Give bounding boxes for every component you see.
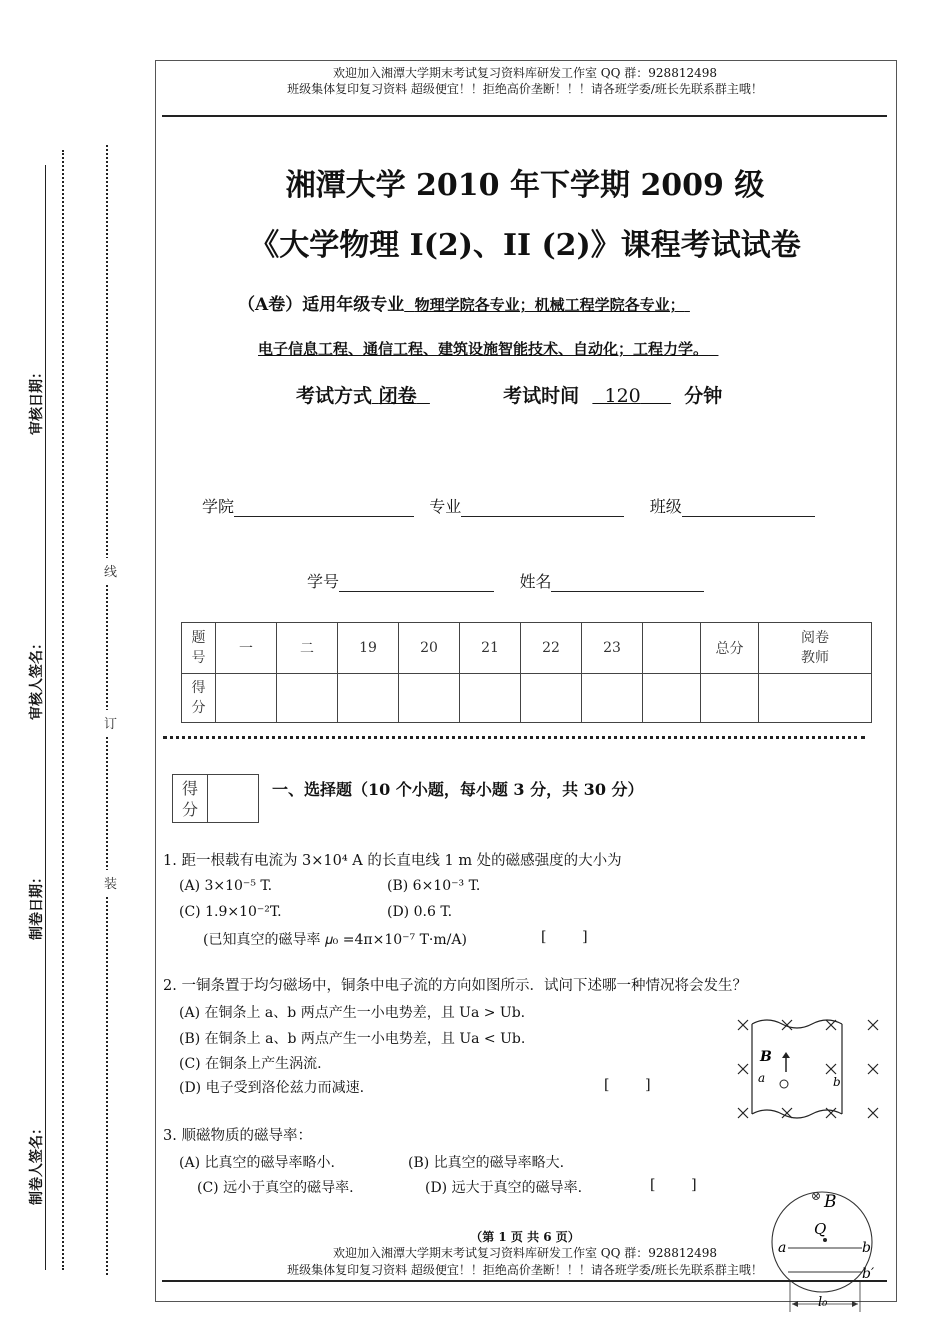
- page-number: （第 1 页 共 6 页）: [470, 1230, 580, 1244]
- score-header-cell: 19: [338, 623, 399, 674]
- score-cell[interactable]: [338, 674, 399, 723]
- name-field[interactable]: [551, 575, 704, 592]
- q1-answer-bracket[interactable]: [ ]: [541, 929, 588, 945]
- q3-option-b: (B) 比真空的磁导率略大.: [408, 1155, 565, 1171]
- q3-option-d: (D) 远大于真空的磁导率.: [425, 1180, 583, 1196]
- q2-option-c: (C) 在铜条上产生涡流.: [179, 1056, 322, 1072]
- q1-note: (已知真空的磁导率 𝜇₀ =4π×10⁻⁷ T·m/A): [203, 932, 467, 948]
- field-cross-icon: [738, 1064, 748, 1074]
- q3-option-c: (C) 远小于真空的磁导率.: [197, 1180, 354, 1196]
- q1-option-d: (D) 0.6 T.: [387, 904, 453, 920]
- score-table-score-row: [182, 674, 872, 723]
- field-row-2: [307, 569, 704, 592]
- exam-time-value: 120: [604, 385, 641, 407]
- score-header-cell: [643, 623, 701, 674]
- class-label: 班级: [649, 497, 682, 516]
- q2-stem: 2. 一铜条置于均匀磁场中，铜条中电子流的方向如图所示．试问下述哪一种情况将会发生？: [163, 978, 747, 994]
- exam-mode-label: 考试方式: [296, 385, 373, 407]
- score-header-cell: 阅卷 教师: [759, 623, 872, 674]
- section1-score-box: [172, 774, 259, 823]
- scope-prefix: （A卷）适用年级专业: [238, 295, 405, 315]
- q1-stem: 1. 距一根载有电流为 3×10⁴ A 的长直电线 1 m 处的磁感强度的大小为: [163, 853, 622, 869]
- q1-option-c: (C) 1.9×10⁻²T.: [179, 904, 282, 920]
- score-cell[interactable]: [216, 674, 277, 723]
- q3-answer-bracket[interactable]: [ ]: [650, 1177, 697, 1193]
- q2-option-b: (B) 在铜条上 a、b 两点产生一小电势差，且 Ua < Ub.: [179, 1031, 526, 1047]
- class-field[interactable]: [682, 500, 815, 517]
- maker-label: 制卷人签名：: [29, 1121, 45, 1205]
- binding-zhuang: 装: [104, 870, 117, 895]
- q3-option-a: (A) 比真空的磁导率略小.: [179, 1155, 335, 1171]
- field-cross-icon: [868, 1020, 878, 1030]
- field-cross-icon: [738, 1020, 748, 1030]
- q2-fig-b: b: [833, 1075, 841, 1089]
- footer-rule: [162, 1280, 887, 1282]
- student-id-label: 学号: [307, 572, 340, 591]
- q1-option-b: (B) 6×10⁻³ T.: [387, 878, 481, 894]
- fig-label-bprime: b′: [862, 1266, 875, 1282]
- footer-line-2: 班级集体复印复习资料 超级便宜！！拒绝高价垄断！！！请各班学委/班长先联系群主哦！: [287, 1263, 763, 1277]
- score-header-cell: 总分: [701, 623, 759, 674]
- q2-answer-bracket[interactable]: [ ]: [604, 1077, 651, 1093]
- field-row-1: [202, 494, 815, 517]
- name-label: 姓名: [519, 572, 552, 591]
- q2-fig-a: a: [758, 1071, 766, 1085]
- q2-copper-strip-figure: [734, 1014, 890, 1124]
- reviewer-label: 审核人签名：: [29, 636, 45, 720]
- binding-xian: 线: [104, 558, 117, 583]
- score-header-cell: 22: [521, 623, 582, 674]
- fig-label-a: a: [778, 1240, 787, 1256]
- score-cell[interactable]: [521, 674, 582, 723]
- exam-info: [296, 381, 722, 408]
- binding-ding: 订: [104, 710, 117, 735]
- field-cross-icon: [868, 1064, 878, 1074]
- q2-option-d: (D) 电子受到洛伦兹力而减速.: [179, 1080, 365, 1096]
- sidebar-dotted-line: [62, 150, 64, 1270]
- score-cell[interactable]: [277, 674, 338, 723]
- score-cell[interactable]: [643, 674, 701, 723]
- score-header-cell: 23: [582, 623, 643, 674]
- score-table-header-row: [182, 623, 872, 674]
- score-cell[interactable]: [582, 674, 643, 723]
- section1-heading: 一、选择题（10 个小题，每小题 3 分，共 30 分）: [272, 780, 644, 799]
- make-date-label: 制卷日期：: [29, 870, 45, 940]
- section1-score-label: 得 分: [173, 775, 208, 823]
- fig-label-Q: Q: [814, 1220, 827, 1238]
- header-rule: [162, 115, 887, 117]
- exam-title-line-2: 《大学物理 I(2)、II (2)》课程考试试卷: [249, 228, 801, 263]
- q2-fig-B: B: [760, 1049, 772, 1065]
- major-field[interactable]: [461, 500, 624, 517]
- scope-majors-2: 电子信息工程、通信工程、建筑设施智能技术、自动化；工程力学。: [258, 340, 709, 358]
- college-label: 学院: [202, 497, 235, 516]
- q1-option-a: (A) 3×10⁻⁵ T.: [179, 878, 273, 894]
- major-label: 专业: [429, 497, 462, 516]
- q2-option-a: (A) 在铜条上 a、b 两点产生一小电势差，且 Ua > Ub.: [179, 1005, 526, 1021]
- fig-label-B: B: [824, 1192, 837, 1212]
- exam-time-unit: 分钟: [684, 385, 723, 407]
- header-line-2: 班级集体复印复习资料 超级便宜！！拒绝高价垄断！！！请各班学委/班长先联系群主哦！: [287, 82, 763, 96]
- score-table: [181, 622, 872, 723]
- score-header-cell: 二: [277, 623, 338, 674]
- field-cross-icon: [738, 1108, 748, 1118]
- section1-score-cell[interactable]: [208, 775, 259, 823]
- college-field[interactable]: [234, 500, 414, 517]
- score-cell[interactable]: [399, 674, 460, 723]
- score-header-cell: 题 号: [182, 623, 216, 674]
- scope-majors-1: 物理学院各专业；机械工程学院各专业；: [414, 296, 685, 314]
- field-cross-icon: [826, 1064, 836, 1074]
- exam-time-label: 考试时间: [503, 385, 580, 407]
- fig-label-l0: l₀: [818, 1295, 828, 1310]
- student-id-field[interactable]: [339, 575, 494, 592]
- exam-title-line-1: 湘潭大学 2010 年下学期 2009 级: [285, 168, 765, 203]
- score-cell[interactable]: [460, 674, 521, 723]
- footer-line-1: 欢迎加入湘潭大学期末考试复习资料库研发工作室 QQ 群：928812498: [332, 1246, 718, 1260]
- scope-line-1: [238, 290, 690, 315]
- scope-line-2: [258, 338, 718, 359]
- exam-mode-value: 闭卷: [378, 385, 417, 407]
- score-header-cell: 20: [399, 623, 460, 674]
- score-cell[interactable]: [759, 674, 872, 723]
- score-cell[interactable]: [701, 674, 759, 723]
- score-row-label: 得 分: [182, 674, 216, 723]
- score-header-cell: 一: [216, 623, 277, 674]
- q3-stem: 3. 顺磁物质的磁导率：: [163, 1128, 312, 1144]
- binding-dotted-separator: [163, 736, 865, 739]
- header-line-1: 欢迎加入湘潭大学期末考试复习资料库研发工作室 QQ 群：928812498: [332, 66, 718, 80]
- score-header-cell: 21: [460, 623, 521, 674]
- magnetic-field-circle-figure: [762, 1182, 912, 1342]
- fig-label-b: b: [862, 1240, 871, 1256]
- field-cross-icon: [868, 1108, 878, 1118]
- review-date-label: 审核日期：: [29, 365, 45, 435]
